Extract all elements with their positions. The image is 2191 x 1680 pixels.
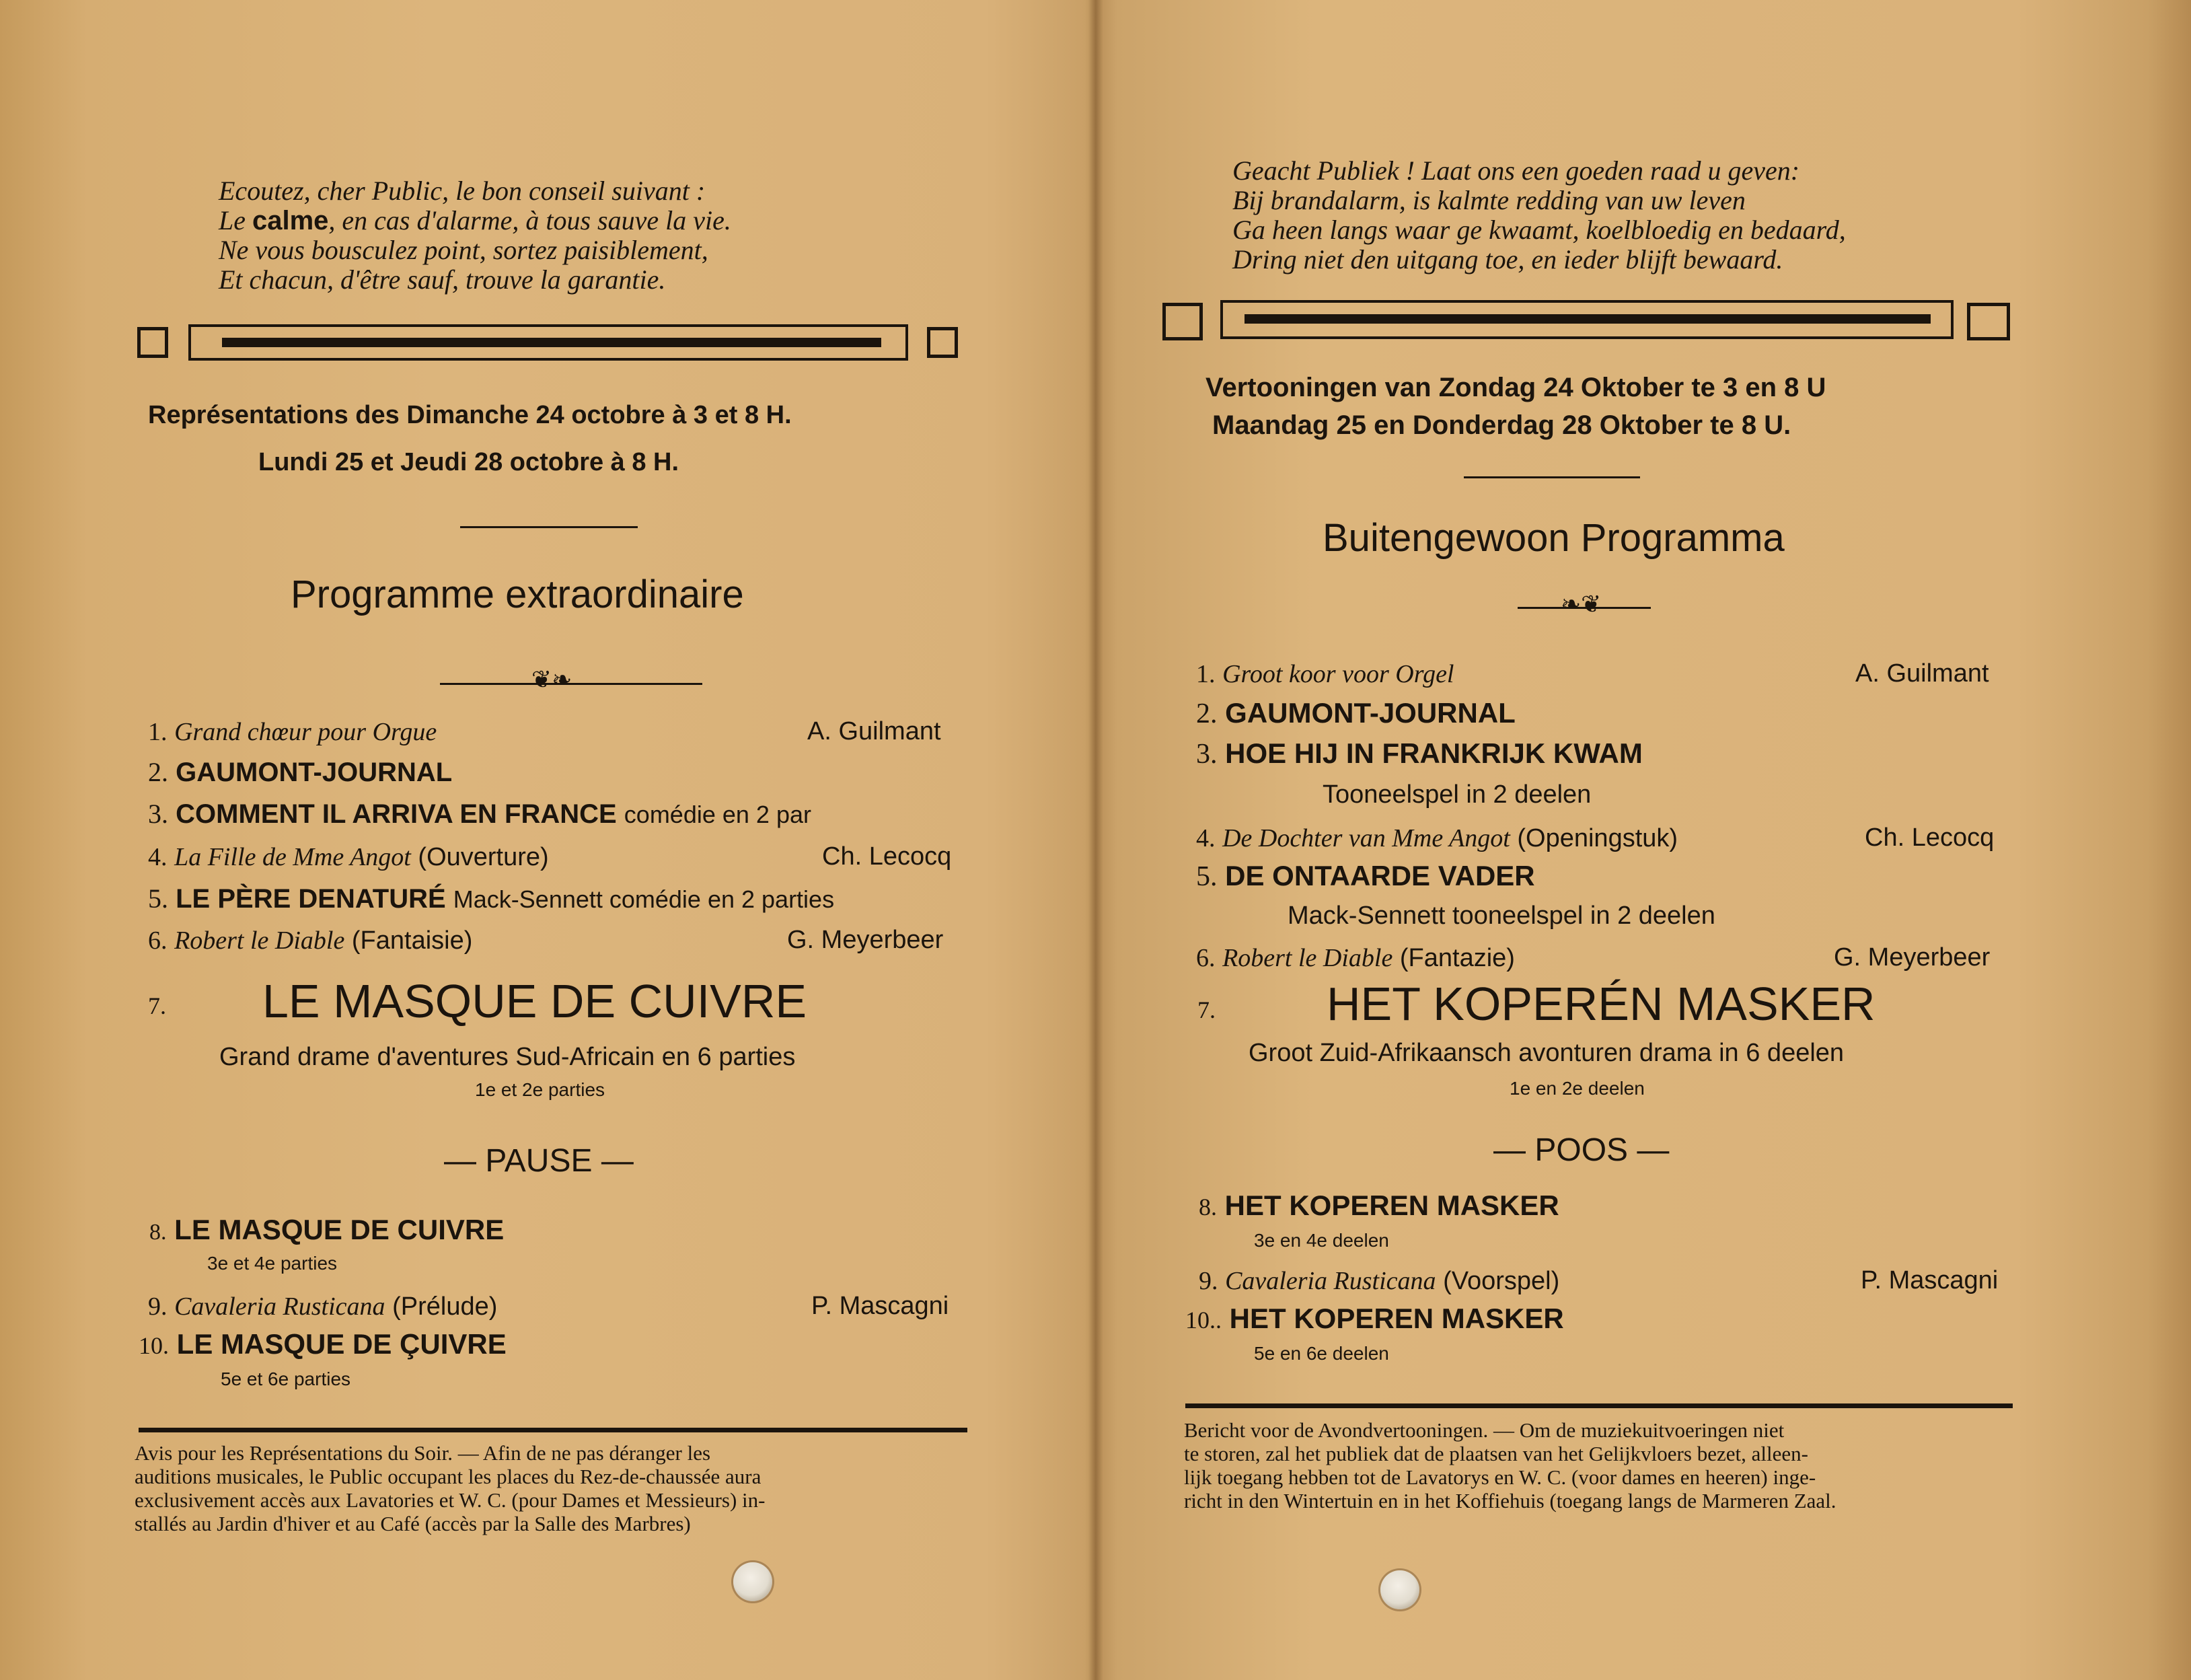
item-number: 9. bbox=[148, 1292, 168, 1321]
right-dates-line-1: Vertooningen van Zondag 24 Oktober te 3 en 8 U bbox=[1205, 373, 1826, 402]
program-item-6 bbox=[148, 926, 472, 955]
ornament-square-right bbox=[1967, 303, 2010, 340]
item-number: 3. bbox=[148, 799, 168, 829]
item-number: 10. bbox=[139, 1332, 169, 1359]
feature-parts: 1e en 2e deelen bbox=[1510, 1078, 1645, 1099]
item-parts: 5e et 6e parties bbox=[221, 1368, 351, 1389]
item-number: 7. bbox=[148, 992, 166, 1019]
item-title: DE ONTAARDE VADER bbox=[1225, 860, 1535, 891]
program-item-3 bbox=[148, 798, 811, 830]
ornament-bar-fill bbox=[222, 338, 881, 347]
notice-rule bbox=[1185, 1403, 2013, 1408]
item-note: Mack-Sennett comédie en 2 parties bbox=[453, 885, 835, 913]
item-composer: G. Meyerbeer bbox=[787, 926, 944, 954]
item-number: 3. bbox=[1196, 739, 1218, 770]
item-title: Grand chœur pour Orgue bbox=[174, 718, 437, 746]
item-title: GAUMONT-JOURNAL bbox=[1225, 697, 1516, 729]
program-item-10 bbox=[139, 1328, 507, 1360]
notice-line: Avis pour les Représentations du Soir. — Afin de ne pas déranger les bbox=[135, 1441, 711, 1465]
program-item-2 bbox=[1196, 697, 1516, 730]
program-item-4 bbox=[148, 842, 549, 872]
item-note: (Ouverture) bbox=[418, 843, 549, 871]
item-note: (Prélude) bbox=[392, 1292, 498, 1321]
feature-parts: 1e et 2e parties bbox=[475, 1079, 605, 1100]
notice-line: Bericht voor de Avondvertooningen. — Om de muziekuitvoeringen niet bbox=[1184, 1418, 1785, 1442]
item-note: (Fantazie) bbox=[1399, 944, 1515, 972]
program-item-5 bbox=[1196, 860, 1535, 893]
item-parts: 5e en 6e deelen bbox=[1254, 1343, 1389, 1364]
item-title: Robert le Diable bbox=[1222, 944, 1393, 972]
ornament-bar-fill bbox=[1245, 314, 1931, 324]
program-item-9 bbox=[1199, 1266, 1559, 1296]
item-note: (Voorspel) bbox=[1443, 1267, 1560, 1295]
notice-line: lijk toegang hebben tot de Lavatorys en W. C. (voor dames en heeren) inge- bbox=[1184, 1465, 1816, 1489]
program-item-4 bbox=[1196, 824, 1678, 853]
program-item-5 bbox=[148, 883, 834, 914]
program-item-8 bbox=[149, 1214, 504, 1246]
left-page-french bbox=[0, 0, 1093, 1680]
item-number: 5. bbox=[1196, 861, 1218, 892]
item-parts: 3e en 4e deelen bbox=[1254, 1230, 1389, 1251]
divider bbox=[460, 526, 638, 528]
ornament-square-left bbox=[137, 327, 168, 358]
left-evening-notice bbox=[135, 1441, 765, 1535]
right-dates-line-2: Maandag 25 en Donderdag 28 Oktober te 8 U. bbox=[1212, 410, 1791, 440]
item-number: 10.. bbox=[1185, 1307, 1222, 1334]
item-composer: Ch. Lecocq bbox=[822, 842, 952, 871]
program-item-1 bbox=[1196, 659, 1454, 689]
ornament-square-right bbox=[927, 327, 958, 358]
program-item-10 bbox=[1185, 1303, 1564, 1335]
item-subtitle: Mack-Sennett tooneelspel in 2 deelen bbox=[1288, 902, 1715, 930]
notice-rule bbox=[139, 1428, 967, 1432]
poem-line-rest: , en cas d'alarme, à tous sauve la vie. bbox=[328, 205, 731, 235]
item-number: 9. bbox=[1199, 1267, 1218, 1295]
item-number: 2. bbox=[1196, 698, 1218, 729]
notice-line: auditions musicales, le Public occupant les places du Rez-de-chaussée aura bbox=[135, 1465, 762, 1488]
poem-line: Ecoutez, cher Public, le bon conseil suivant : bbox=[219, 176, 706, 206]
left-dates-line-1: Représentations des Dimanche 24 octobre à 3 et 8 H. bbox=[148, 401, 792, 429]
item-title: HET KOPEREN MASKER bbox=[1229, 1303, 1564, 1334]
item-composer: G. Meyerbeer bbox=[1834, 943, 1991, 972]
program-item-1 bbox=[148, 717, 437, 747]
item-title: Robert le Diable bbox=[174, 926, 345, 955]
item-title: Groot koor voor Orgel bbox=[1222, 660, 1454, 688]
program-item-6 bbox=[1196, 943, 1515, 973]
item-number: 1. bbox=[148, 718, 168, 746]
item-title: LE MASQUE DE ÇUIVRE bbox=[176, 1328, 507, 1360]
poem-line: Geacht Publiek ! Laat ons een goeden raad u geven: bbox=[1232, 155, 1800, 186]
binding-hole bbox=[1380, 1570, 1419, 1609]
item-title: Cavaleria Rusticana bbox=[174, 1292, 385, 1321]
poem-line: Ne vous bousculez point, sortez paisiblement, bbox=[219, 235, 708, 265]
program-item-3 bbox=[1196, 737, 1643, 770]
item-number: 1. bbox=[1196, 660, 1216, 688]
item-number: 2. bbox=[148, 757, 168, 787]
item-title: LE MASQUE DE CUIVRE bbox=[174, 1214, 505, 1245]
item-number: 4. bbox=[148, 843, 168, 871]
item-title: HET KOPEREN MASKER bbox=[1224, 1190, 1559, 1221]
program-item-8 bbox=[1199, 1190, 1559, 1222]
poem-line: Dring niet den uitgang toe, en ieder blijft bewaard. bbox=[1232, 244, 1783, 275]
item-number: 5. bbox=[148, 883, 168, 914]
right-program-title: Buitengewoon Programma bbox=[1323, 516, 1785, 560]
item-number: 8. bbox=[1199, 1194, 1217, 1220]
item-note: comédie en 2 par bbox=[624, 801, 811, 828]
right-page-dutch bbox=[1098, 0, 2191, 1680]
item-composer: A. Guilmant bbox=[807, 717, 941, 745]
poem-line: Bij brandalarm, is kalmte redding van uw leven bbox=[1232, 185, 1746, 215]
left-dates-line-2: Lundi 25 et Jeudi 28 octobre à 8 H. bbox=[258, 448, 679, 476]
item-number: 6. bbox=[1196, 944, 1216, 972]
item-number: 6. bbox=[148, 926, 168, 955]
right-evening-notice bbox=[1184, 1418, 1836, 1512]
item-title: LE PÈRE DENATURÉ bbox=[176, 884, 446, 914]
poem-line: Ga heen langs waar ge kwaamt, koelbloedig en bedaard, bbox=[1232, 215, 1846, 245]
left-safety-poem bbox=[219, 176, 731, 295]
item-number: 7. bbox=[1197, 996, 1216, 1023]
notice-line: richt in den Wintertuin en in het Koffiehuis (toegang langs de Marmeren Zaal. bbox=[1184, 1489, 1836, 1512]
binding-hole bbox=[733, 1562, 772, 1601]
item-subtitle: Tooneelspel in 2 deelen bbox=[1323, 780, 1592, 809]
item-number: 8. bbox=[149, 1220, 167, 1245]
item-title: HOE HIJ IN FRANKRIJK KWAM bbox=[1225, 737, 1643, 769]
item-title: La Fille de Mme Angot bbox=[174, 843, 411, 871]
feature-subtitle: Groot Zuid-Afrikaansch avonturen drama in 6 deelen bbox=[1249, 1039, 1845, 1067]
notice-line: exclusivement accès aux Lavatories et W. C. (pour Dames et Messieurs) in- bbox=[135, 1488, 766, 1512]
item-note: (Openingstuk) bbox=[1517, 824, 1678, 852]
item-note: (Fantaisie) bbox=[351, 926, 473, 955]
poem-line bbox=[219, 206, 731, 235]
item-composer: P. Mascagni bbox=[811, 1292, 949, 1320]
fleuron-icon: ❧❦ bbox=[1561, 591, 1602, 618]
notice-line: te storen, zal het publiek dat de plaatsen van het Gelijkvloers bezet, alleen- bbox=[1184, 1442, 1808, 1465]
pause-label: — POOS — bbox=[1493, 1132, 1670, 1168]
program-item-2 bbox=[148, 756, 452, 788]
notice-line: stallés au Jardin d'hiver et au Café (accès par la Salle des Marbres) bbox=[135, 1512, 691, 1535]
item-title: De Dochter van Mme Angot bbox=[1222, 824, 1510, 852]
feature-subtitle: Grand drame d'aventures Sud-Africain en 6 parties bbox=[219, 1043, 796, 1071]
fleuron-icon: ❦❧ bbox=[531, 666, 572, 694]
item-parts: 3e et 4e parties bbox=[207, 1253, 338, 1274]
poem-word: Le bbox=[219, 205, 246, 235]
feature-title: LE MASQUE DE CUIVRE bbox=[262, 975, 807, 1027]
program-item-9 bbox=[148, 1292, 497, 1321]
item-composer: P. Mascagni bbox=[1861, 1266, 1999, 1294]
item-composer: Ch. Lecocq bbox=[1865, 824, 1995, 852]
item-title: COMMENT IL ARRIVA EN FRANCE bbox=[176, 799, 617, 829]
feature-title: HET KOPERÉN MASKER bbox=[1327, 978, 1876, 1030]
item-title: Cavaleria Rusticana bbox=[1225, 1267, 1436, 1295]
left-program-title: Programme extraordinaire bbox=[291, 573, 744, 616]
pause-label: — PAUSE — bbox=[444, 1143, 634, 1179]
right-safety-poem bbox=[1232, 156, 1846, 275]
ornament-square-left bbox=[1162, 303, 1203, 340]
poem-word: calme bbox=[252, 206, 329, 235]
divider bbox=[1464, 476, 1640, 478]
item-composer: A. Guilmant bbox=[1855, 659, 1989, 688]
poem-line: Et chacun, d'être sauf, trouve la garantie. bbox=[219, 264, 666, 295]
item-title: GAUMONT-JOURNAL bbox=[176, 758, 453, 787]
item-number: 4. bbox=[1196, 824, 1216, 852]
